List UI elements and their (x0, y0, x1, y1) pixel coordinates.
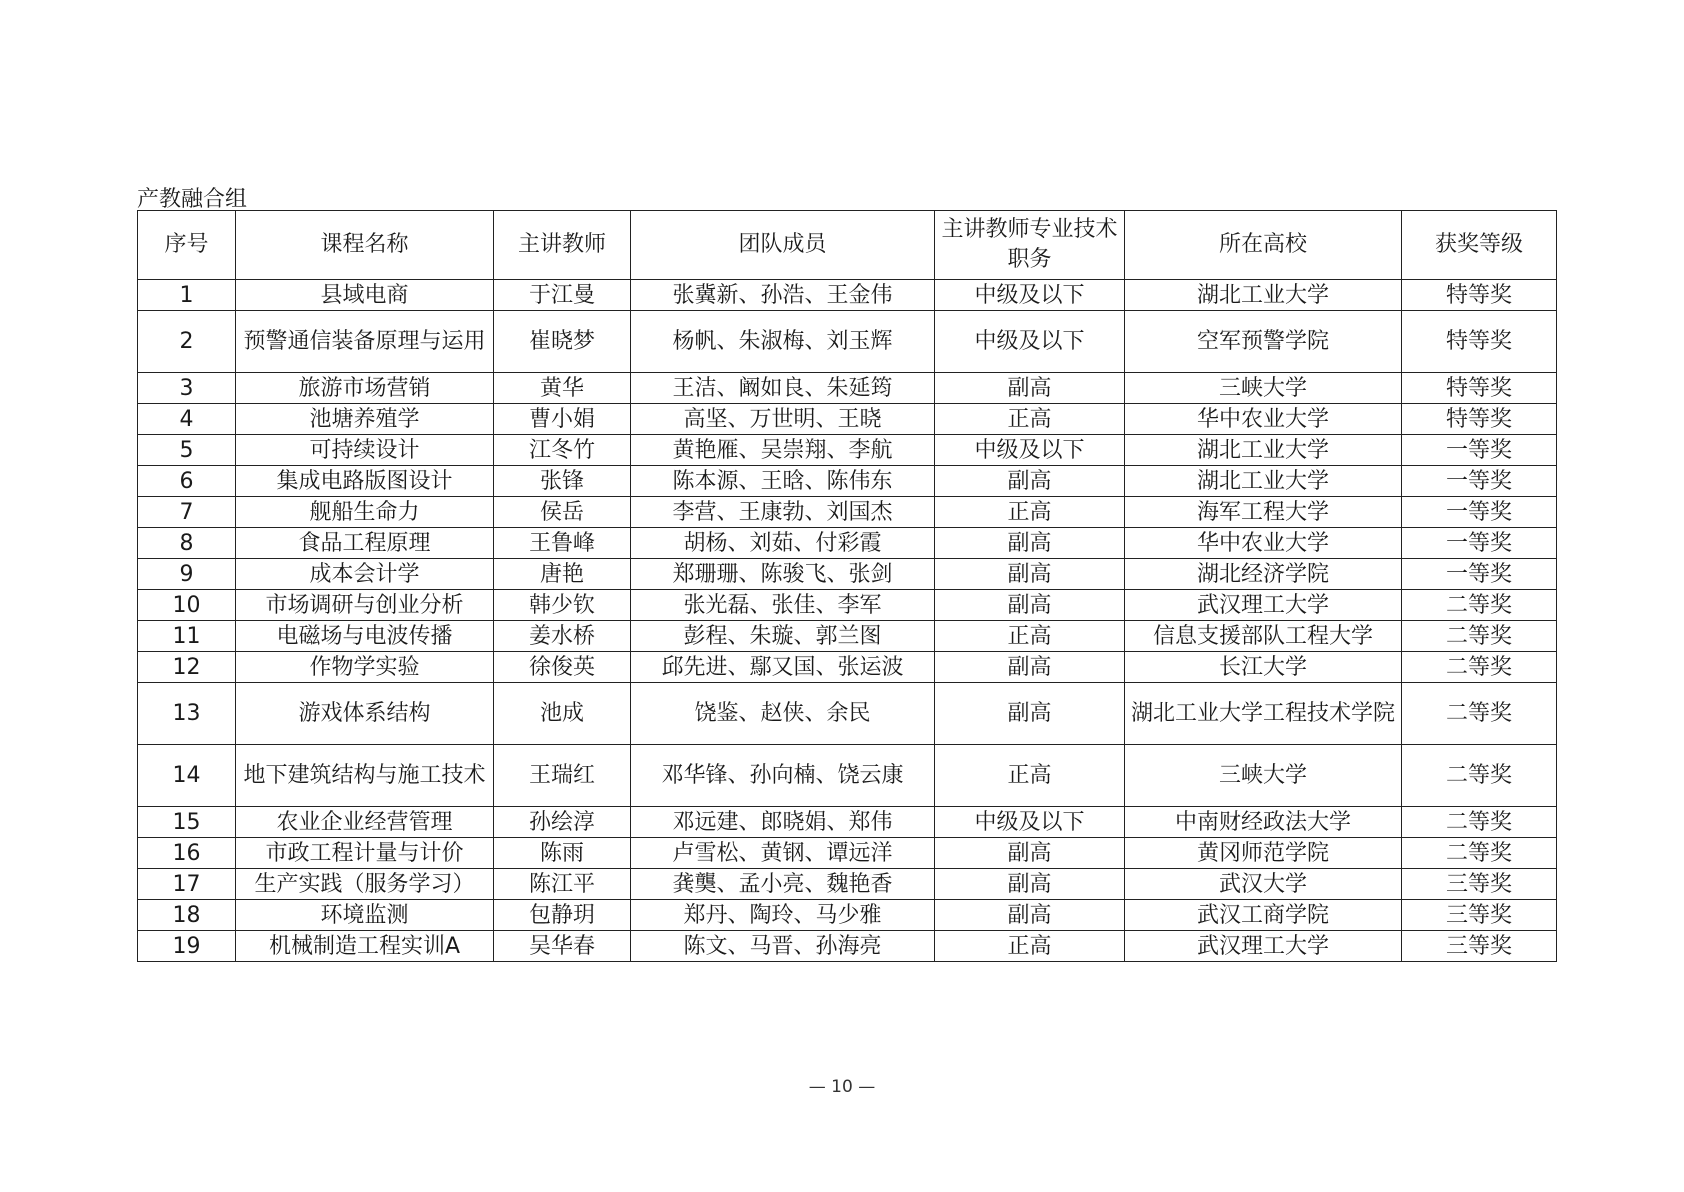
cell-course: 作物学实验 (236, 652, 494, 683)
cell-course: 可持续设计 (236, 435, 494, 466)
cell-teacher: 唐艳 (494, 559, 631, 590)
cell-course: 游戏体系结构 (236, 683, 494, 745)
cell-teacher: 孙绘淳 (494, 807, 631, 838)
cell-title: 中级及以下 (935, 807, 1125, 838)
cell-members: 高坚、万世明、王晓 (631, 404, 935, 435)
cell-members: 郑珊珊、陈骏飞、张剑 (631, 559, 935, 590)
column-header-no: 序号 (138, 211, 236, 280)
cell-course: 市政工程计量与计价 (236, 838, 494, 869)
cell-title: 副高 (935, 590, 1125, 621)
cell-school: 黄冈师范学院 (1125, 838, 1402, 869)
cell-award: 一等奖 (1402, 528, 1557, 559)
page-number: — 10 — (808, 1077, 876, 1097)
cell-title: 副高 (935, 373, 1125, 404)
cell-no: 8 (138, 528, 236, 559)
cell-course: 电磁场与电波传播 (236, 621, 494, 652)
cell-school: 信息支援部队工程大学 (1125, 621, 1402, 652)
cell-school: 华中农业大学 (1125, 528, 1402, 559)
table-row (138, 652, 1557, 683)
cell-no: 7 (138, 497, 236, 528)
cell-no: 5 (138, 435, 236, 466)
cell-award: 二等奖 (1402, 683, 1557, 745)
cell-award: 一等奖 (1402, 497, 1557, 528)
cell-title: 副高 (935, 683, 1125, 745)
cell-teacher: 侯岳 (494, 497, 631, 528)
cell-teacher: 江冬竹 (494, 435, 631, 466)
column-header-title: 主讲教师专业技术职务 (935, 211, 1125, 280)
cell-teacher: 池成 (494, 683, 631, 745)
table-row (138, 404, 1557, 435)
cell-no: 2 (138, 311, 236, 373)
cell-teacher: 徐俊英 (494, 652, 631, 683)
cell-school: 湖北工业大学 (1125, 280, 1402, 311)
cell-award: 三等奖 (1402, 900, 1557, 931)
cell-course: 集成电路版图设计 (236, 466, 494, 497)
cell-title: 副高 (935, 466, 1125, 497)
table-row (138, 466, 1557, 497)
table-row (138, 683, 1557, 745)
cell-no: 6 (138, 466, 236, 497)
cell-award: 特等奖 (1402, 373, 1557, 404)
cell-members: 杨帆、朱淑梅、刘玉辉 (631, 311, 935, 373)
cell-members: 王洁、阚如良、朱延筠 (631, 373, 935, 404)
cell-award: 一等奖 (1402, 466, 1557, 497)
cell-no: 12 (138, 652, 236, 683)
cell-title: 副高 (935, 900, 1125, 931)
cell-award: 二等奖 (1402, 807, 1557, 838)
cell-school: 武汉理工大学 (1125, 590, 1402, 621)
cell-course: 食品工程原理 (236, 528, 494, 559)
column-header-school: 所在高校 (1125, 211, 1402, 280)
cell-title: 正高 (935, 621, 1125, 652)
cell-no: 13 (138, 683, 236, 745)
table-row (138, 280, 1557, 311)
cell-no: 17 (138, 869, 236, 900)
cell-members: 邱先进、鄢又国、张运波 (631, 652, 935, 683)
cell-award: 一等奖 (1402, 559, 1557, 590)
cell-no: 16 (138, 838, 236, 869)
cell-award: 特等奖 (1402, 404, 1557, 435)
column-header-course: 课程名称 (236, 211, 494, 280)
cell-award: 二等奖 (1402, 590, 1557, 621)
cell-no: 18 (138, 900, 236, 931)
cell-award: 三等奖 (1402, 931, 1557, 962)
cell-course: 地下建筑结构与施工技术 (236, 745, 494, 807)
cell-school: 华中农业大学 (1125, 404, 1402, 435)
cell-members: 龚龑、孟小亮、魏艳香 (631, 869, 935, 900)
cell-school: 海军工程大学 (1125, 497, 1402, 528)
cell-title: 中级及以下 (935, 280, 1125, 311)
table-row (138, 528, 1557, 559)
cell-award: 特等奖 (1402, 280, 1557, 311)
table-row (138, 807, 1557, 838)
cell-teacher: 于江曼 (494, 280, 631, 311)
cell-school: 空军预警学院 (1125, 311, 1402, 373)
cell-teacher: 陈江平 (494, 869, 631, 900)
cell-school: 中南财经政法大学 (1125, 807, 1402, 838)
cell-school: 长江大学 (1125, 652, 1402, 683)
cell-award: 三等奖 (1402, 869, 1557, 900)
cell-title: 副高 (935, 528, 1125, 559)
cell-no: 19 (138, 931, 236, 962)
cell-members: 张冀新、孙浩、王金伟 (631, 280, 935, 311)
cell-school: 湖北工业大学工程技术学院 (1125, 683, 1402, 745)
cell-title: 副高 (935, 652, 1125, 683)
cell-school: 湖北经济学院 (1125, 559, 1402, 590)
cell-no: 15 (138, 807, 236, 838)
cell-no: 10 (138, 590, 236, 621)
column-header-members: 团队成员 (631, 211, 935, 280)
cell-teacher: 曹小娟 (494, 404, 631, 435)
cell-school: 三峡大学 (1125, 745, 1402, 807)
cell-title: 副高 (935, 559, 1125, 590)
table-row (138, 373, 1557, 404)
cell-title: 正高 (935, 931, 1125, 962)
cell-members: 陈本源、王晗、陈伟东 (631, 466, 935, 497)
cell-title: 副高 (935, 869, 1125, 900)
cell-title: 正高 (935, 404, 1125, 435)
cell-school: 湖北工业大学 (1125, 435, 1402, 466)
cell-school: 三峡大学 (1125, 373, 1402, 404)
cell-teacher: 吴华春 (494, 931, 631, 962)
cell-members: 郑丹、陶玲、马少雅 (631, 900, 935, 931)
cell-teacher: 包静玥 (494, 900, 631, 931)
cell-award: 特等奖 (1402, 311, 1557, 373)
cell-course: 池塘养殖学 (236, 404, 494, 435)
cell-no: 14 (138, 745, 236, 807)
cell-members: 李营、王康勃、刘国杰 (631, 497, 935, 528)
table-row (138, 590, 1557, 621)
cell-members: 饶鉴、赵侠、余民 (631, 683, 935, 745)
cell-no: 11 (138, 621, 236, 652)
cell-members: 黄艳雁、吴崇翔、李航 (631, 435, 935, 466)
table-row (138, 311, 1557, 373)
cell-course: 市场调研与创业分析 (236, 590, 494, 621)
cell-school: 武汉理工大学 (1125, 931, 1402, 962)
table-row (138, 900, 1557, 931)
section-title: 产教融合组 (137, 187, 248, 212)
cell-members: 邓华锋、孙向楠、饶云康 (631, 745, 935, 807)
cell-members: 胡杨、刘茹、付彩霞 (631, 528, 935, 559)
cell-course: 机械制造工程实训A (236, 931, 494, 962)
cell-teacher: 张锋 (494, 466, 631, 497)
cell-title: 副高 (935, 838, 1125, 869)
cell-course: 县域电商 (236, 280, 494, 311)
cell-members: 彭程、朱璇、郭兰图 (631, 621, 935, 652)
cell-no: 3 (138, 373, 236, 404)
cell-members: 卢雪松、黄钢、谭远洋 (631, 838, 935, 869)
table-row (138, 869, 1557, 900)
cell-course: 环境监测 (236, 900, 494, 931)
cell-course: 农业企业经营管理 (236, 807, 494, 838)
table-row (138, 621, 1557, 652)
cell-members: 邓远建、郎晓娟、郑伟 (631, 807, 935, 838)
cell-award: 二等奖 (1402, 652, 1557, 683)
cell-school: 武汉工商学院 (1125, 900, 1402, 931)
cell-teacher: 陈雨 (494, 838, 631, 869)
cell-award: 二等奖 (1402, 745, 1557, 807)
cell-teacher: 崔晓梦 (494, 311, 631, 373)
cell-course: 预警通信装备原理与运用 (236, 311, 494, 373)
cell-course: 生产实践（服务学习） (236, 869, 494, 900)
cell-course: 成本会计学 (236, 559, 494, 590)
cell-teacher: 黄华 (494, 373, 631, 404)
table-row (138, 745, 1557, 807)
cell-award: 二等奖 (1402, 838, 1557, 869)
cell-title: 正高 (935, 497, 1125, 528)
award-table (137, 210, 1557, 962)
cell-award: 一等奖 (1402, 435, 1557, 466)
cell-no: 4 (138, 404, 236, 435)
cell-school: 武汉大学 (1125, 869, 1402, 900)
table-row (138, 838, 1557, 869)
cell-course: 舰船生命力 (236, 497, 494, 528)
cell-title: 中级及以下 (935, 311, 1125, 373)
cell-no: 1 (138, 280, 236, 311)
cell-course: 旅游市场营销 (236, 373, 494, 404)
cell-members: 陈文、马晋、孙海亮 (631, 931, 935, 962)
cell-school: 湖北工业大学 (1125, 466, 1402, 497)
cell-no: 9 (138, 559, 236, 590)
cell-title: 正高 (935, 745, 1125, 807)
table-row (138, 931, 1557, 962)
table-header-row (138, 211, 1557, 280)
column-header-award: 获奖等级 (1402, 211, 1557, 280)
cell-award: 二等奖 (1402, 621, 1557, 652)
table-row (138, 497, 1557, 528)
cell-teacher: 王鲁峰 (494, 528, 631, 559)
cell-members: 张光磊、张佳、李军 (631, 590, 935, 621)
cell-title: 中级及以下 (935, 435, 1125, 466)
cell-teacher: 姜水桥 (494, 621, 631, 652)
cell-teacher: 韩少钦 (494, 590, 631, 621)
cell-teacher: 王瑞红 (494, 745, 631, 807)
table-row (138, 435, 1557, 466)
column-header-teacher: 主讲教师 (494, 211, 631, 280)
table-row (138, 559, 1557, 590)
